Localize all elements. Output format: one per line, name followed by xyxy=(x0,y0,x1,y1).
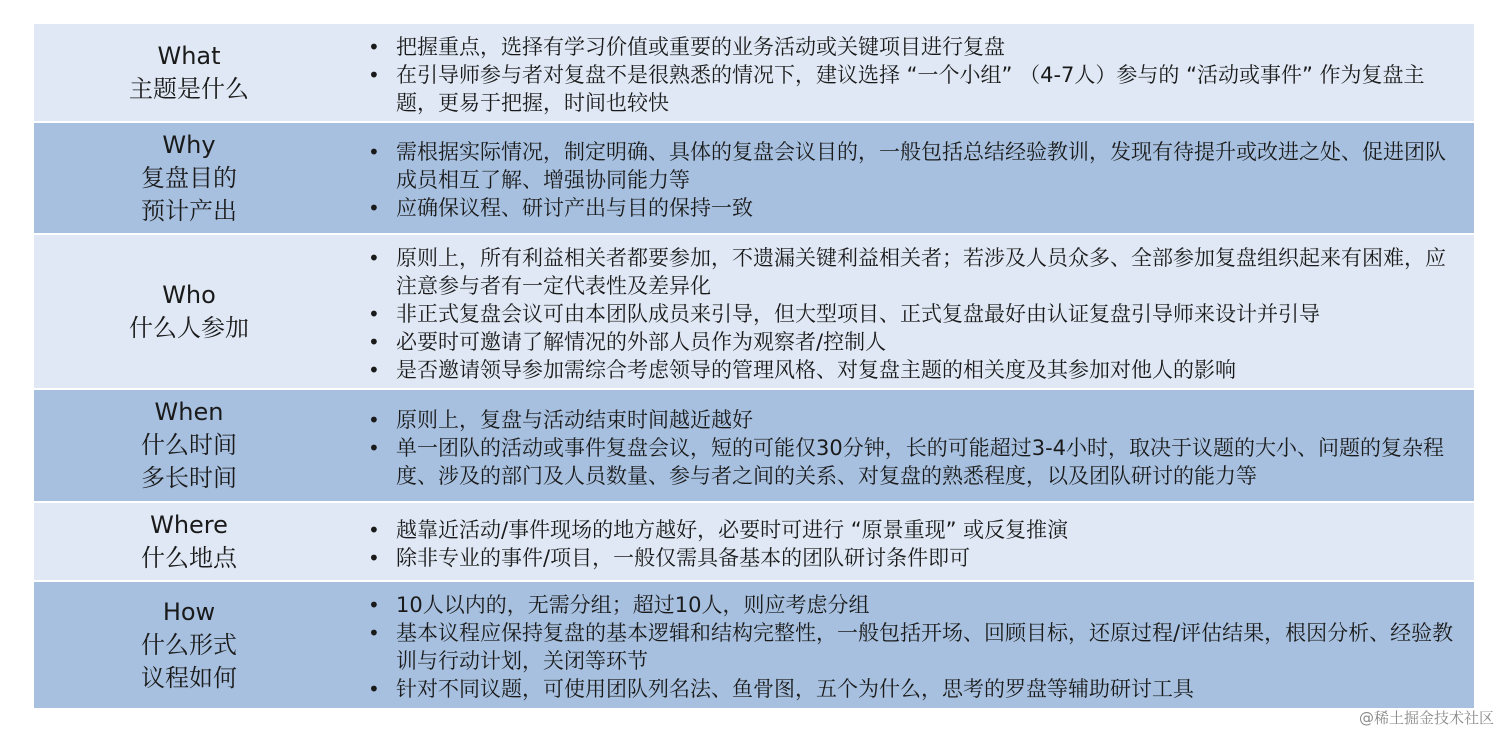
bullet-list xyxy=(362,138,1460,222)
list-item: • 10人以内的，无需分组；超过10人，则应考虑分组 xyxy=(362,591,1460,619)
list-item: • 原则上，所有利益相关者都要参加，不遗漏关键利益相关者；若涉及人员众多、全部参加复盘组织起来有困难，应注意参与者有一定代表性及差异化 xyxy=(362,244,1460,300)
row-label-zh: 什么形式 xyxy=(141,630,237,659)
row-label xyxy=(34,503,344,580)
row-label xyxy=(34,582,344,708)
list-item: • 原则上，复盘与活动结束时间越近越好 xyxy=(362,406,1460,434)
row-content xyxy=(344,123,1474,233)
list-item: • 把握重点，选择有学习价值或重要的业务活动或关键项目进行复盘 xyxy=(362,33,1460,61)
row-label-en: Where xyxy=(150,510,228,539)
row-label xyxy=(34,123,344,233)
table-row-why xyxy=(34,123,1474,235)
row-label-en: How xyxy=(162,597,216,626)
row-label-zh: 复盘目的 xyxy=(141,163,237,192)
bullet-list xyxy=(362,244,1460,384)
row-label-en: Why xyxy=(162,130,216,159)
list-item: • 越靠近活动/事件现场的地方越好，必要时可进行 “原景重现” 或反复推演 xyxy=(362,516,1460,544)
row-label xyxy=(34,390,344,501)
list-item: • 应确保议程、研讨产出与目的保持一致 xyxy=(362,194,1460,222)
bullet-list xyxy=(362,406,1460,490)
row-label-en: What xyxy=(157,41,221,70)
list-item: • 必要时可邀请了解情况的外部人员作为观察者/控制人 xyxy=(362,328,1460,356)
row-label-zh: 什么人参加 xyxy=(129,313,249,342)
row-label xyxy=(34,24,344,121)
row-label xyxy=(34,235,344,388)
row-content xyxy=(344,390,1474,501)
row-label-zh: 主题是什么 xyxy=(129,74,249,103)
bullet-list xyxy=(362,33,1460,117)
row-content xyxy=(344,582,1474,708)
list-item: • 针对不同议题，可使用团队列名法、鱼骨图，五个为什么，思考的罗盘等辅助研讨工具 xyxy=(362,675,1460,703)
list-item: • 是否邀请领导参加需综合考虑领导的管理风格、对复盘主题的相关度及其参加对他人的影响 xyxy=(362,356,1460,384)
row-label-zh: 什么地点 xyxy=(141,543,237,572)
watermark: @稀土掘金技术社区 xyxy=(1358,709,1494,727)
bullet-list xyxy=(362,516,1460,572)
bullet-list xyxy=(362,591,1460,703)
row-label-zh: 多长时间 xyxy=(141,464,237,492)
review-table xyxy=(34,24,1474,708)
row-content xyxy=(344,235,1474,388)
list-item: • 在引导师参与者对复盘不是很熟悉的情况下，建议选择 “一个小组” （4-7人）参与的 “活动或事件” 作为复盘主题，更易于把握，时间也较快 xyxy=(362,61,1460,117)
row-label-zh: 议程如何 xyxy=(141,663,237,692)
row-label-en: When xyxy=(154,398,224,426)
row-label-en: Who xyxy=(162,280,216,309)
list-item: • 需根据实际情况，制定明确、具体的复盘会议目的，一般包括总结经验教训，发现有待提升或改进之处、促进团队成员相互了解、增强协同能力等 xyxy=(362,138,1460,194)
row-content xyxy=(344,503,1474,580)
row-label-zh: 什么时间 xyxy=(141,431,237,459)
list-item: • 基本议程应保持复盘的基本逻辑和结构完整性，一般包括开场、回顾目标，还原过程/评估结果，根因分析、经验教训与行动计划，关闭等环节 xyxy=(362,619,1460,675)
table-row-how xyxy=(34,582,1474,708)
table-row-when xyxy=(34,390,1474,503)
list-item: • 非正式复盘会议可由本团队成员来引导，但大型项目、正式复盘最好由认证复盘引导师来设计并引导 xyxy=(362,300,1460,328)
row-label-zh: 预计产出 xyxy=(141,196,237,225)
row-content xyxy=(344,24,1474,121)
list-item: • 除非专业的事件/项目，一般仅需具备基本的团队研讨条件即可 xyxy=(362,544,1460,572)
table-row-what xyxy=(34,24,1474,123)
table-row-where xyxy=(34,503,1474,582)
list-item: • 单一团队的活动或事件复盘会议，短的可能仅30分钟，长的可能超过3-4小时，取决于议题的大小、问题的复杂程度、涉及的部门及人员数量、参与者之间的关系、对复盘的熟悉程度，以及团队研讨的能力等 xyxy=(362,434,1460,490)
table-row-who xyxy=(34,235,1474,390)
